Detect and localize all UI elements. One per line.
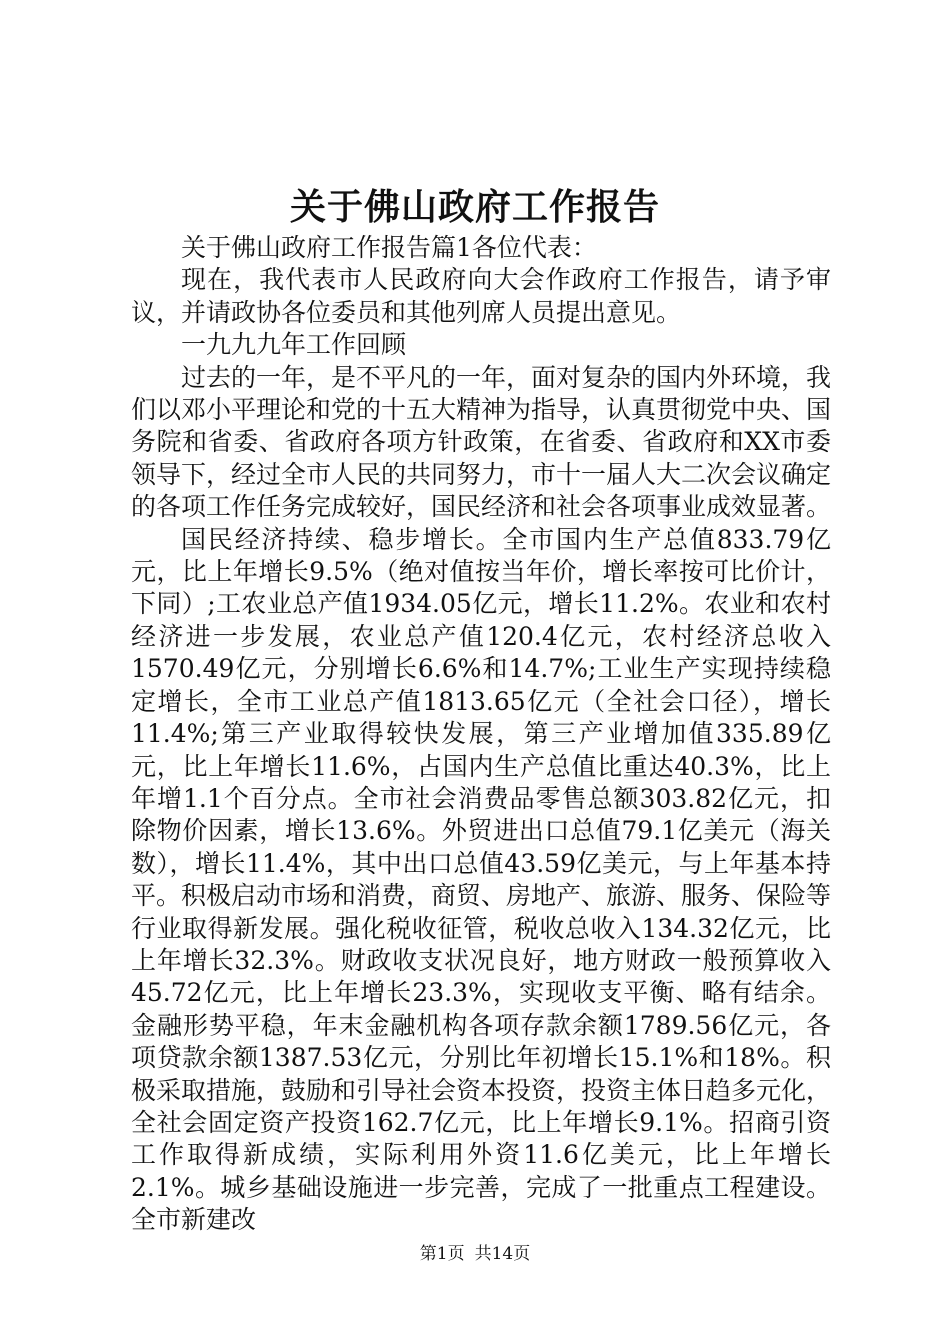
paragraph-economy: 国民经济持续、稳步增长。全市国内生产总值833.79亿元，比上年增长9.5%（绝对值按当年价，增长率按可比价计，下同）;工农业总产值1934.05亿元，增长11.2%。农业和农村经济进一步发展，农业总产值120.4亿元，农村经济总收入1570.49亿元，分别增长6.6%和14.7%;工业生产实现持续稳定增长，全市工业总产值1813.65亿元（全社会口径），增长11.4%;第三产业取得较快发展，第三产业增加值335.89亿元，比上年增长11.6%，占国内生产总值比重达40.3%，比上年增1.1个百分点。全市社会消费品零售总额303.82亿元，扣除物价因素，增长13.6%。外贸进出口总值79.1亿美元（海关数），增长11.4%，其中出口总值43.59亿美元，与上年基本持平。积极启动市场和消费，商贸、房地产、旅游、服务、保险等行业取得新发展。强化税收征管，税收总收入134.32亿元，比上年增长32.3%。财政收支状况良好，地方财政一般预算收入45.72亿元，比上年增长23.3%，实现收支平衡、略有结余。金融形势平稳，年末金融机构各项存款余额1789.56亿元，各项贷款余额1387.53亿元，分别比年初增长15.1%和18%。积极采取措施，鼓励和引导社会资本投资，投资主体日趋多元化，全社会固定资产投资162.7亿元，比上年增长9.1%。招商引资工作取得新成绩，实际利用外资11.6亿美元，比上年增长2.1%。城乡基础设施进一步完善，完成了一批重点工程建设。全市新建改 bbox=[131, 524, 832, 1235]
paragraph-review: 过去的一年，是不平凡的一年，面对复杂的国内外环境，我们以邓小平理论和党的十五大精神为指导，认真贯彻党中央、国务院和省委、省政府各项方针政策，在省委、省政府和XX市委领导下，经过全市人民的共同努力，市十一届人大二次会议确定的各项工作任务完成较好，国民经济和社会各项事业成效显著。 bbox=[131, 362, 832, 522]
section-heading-review: 一九九九年工作回顾 bbox=[181, 330, 407, 360]
paragraph-intro: 现在，我代表市人民政府向大会作政府工作报告，请予审议，并请政协各位委员和其他列席人员提出意见。 bbox=[131, 265, 831, 327]
document-body bbox=[131, 232, 831, 1237]
page-footer bbox=[0, 1242, 950, 1266]
page-total: 共14页 bbox=[474, 1244, 531, 1264]
document-title: 关于佛山政府工作报告 bbox=[289, 186, 660, 228]
page-number: 第1页 bbox=[419, 1244, 465, 1264]
paragraph-greeting: 关于佛山政府工作报告篇1各位代表： bbox=[181, 233, 597, 262]
